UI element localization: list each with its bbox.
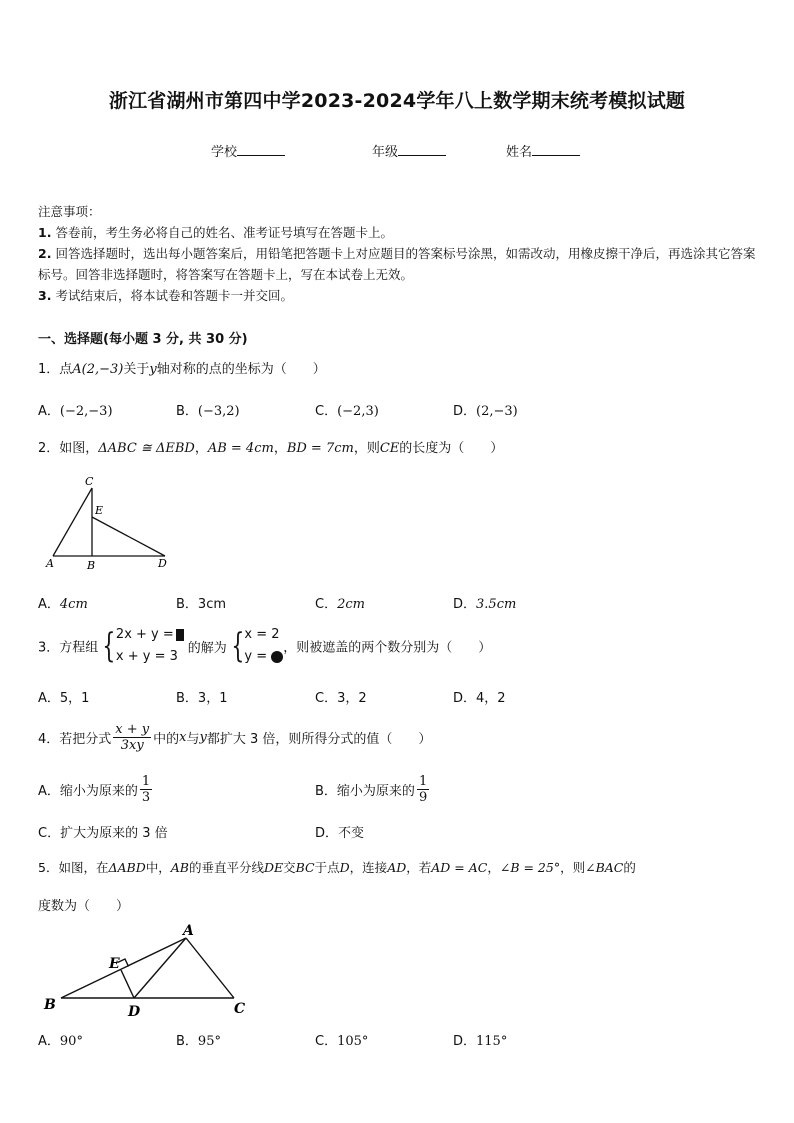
notes-heading: 注意事项： xyxy=(38,204,101,219)
q5-option-a[interactable] xyxy=(38,1030,83,1049)
option-text: 缩小为原来的 xyxy=(336,784,415,799)
label-b: B xyxy=(44,997,56,1013)
q2-text-mid: ，则 xyxy=(353,441,380,456)
q5-triangle: ΔABD xyxy=(108,860,146,875)
q4-text-end: 都扩大 3 倍，则所得分式的值（ ） xyxy=(206,732,432,747)
segment-ac xyxy=(53,488,92,556)
option-value: 2cm xyxy=(337,597,365,612)
section-heading: 一、选择题(每小题 3 分, 共 30 分) xyxy=(38,332,248,347)
q1-axis: y xyxy=(149,362,157,377)
fraction-denominator: 9 xyxy=(418,790,428,805)
option-label: A． xyxy=(38,404,60,419)
option-fraction xyxy=(140,774,152,805)
q5-ad: AD xyxy=(387,860,407,875)
left-brace: { xyxy=(102,626,116,666)
note-number: 1. xyxy=(38,225,52,240)
note-text: 回答选择题时，选出每小题答案后，用铅笔把答题卡上对应题目的答案标号涂黑，如需改动，用橡皮擦干净后，再选涂其它答案标号。回答非选择题时，将答案写在答题卡上，写在本试卷上无效。 xyxy=(38,246,756,282)
q5-de: DE xyxy=(263,860,284,875)
q3-sol1: x = 2 xyxy=(244,627,280,642)
option-value: 3.5cm xyxy=(476,597,517,612)
option-label: A． xyxy=(38,597,60,612)
option-label: A． xyxy=(38,1034,60,1049)
fraction-denominator: 3xy xyxy=(120,738,144,753)
label-a: A xyxy=(46,557,54,570)
page-title: 浙江省湖州市第四中学2023-2024学年八上数学期末统考模拟试题 xyxy=(108,90,686,112)
question-5 xyxy=(38,858,636,876)
option-value: 95° xyxy=(197,1034,221,1049)
q1-text-end: 轴对称的点的坐标为（ ） xyxy=(156,362,326,377)
option-value: (2,−3) xyxy=(476,404,518,419)
option-value: 90° xyxy=(59,1034,83,1049)
q3-option-a[interactable] xyxy=(38,687,89,706)
q5-d: D xyxy=(339,860,350,875)
label-b: B xyxy=(87,559,96,572)
q3-text-end: ，则被遮盖的两个数分别为（ ） xyxy=(283,640,492,656)
q1-point: A(2,−3) xyxy=(72,362,124,377)
school-field xyxy=(211,141,285,160)
q5-text: ，连接 xyxy=(349,860,388,875)
option-label: A． xyxy=(38,691,60,706)
label-c: C xyxy=(234,1001,246,1017)
q5-text: 交 xyxy=(283,860,296,875)
q3-sol2-text: y = xyxy=(244,649,268,664)
option-value: (−2,−3) xyxy=(59,404,113,419)
q5-ad-ac: AD = AC xyxy=(431,860,488,875)
q5-angle-b: ∠B = 25° xyxy=(499,860,561,875)
q1-option-b[interactable] xyxy=(176,400,240,419)
q4-num: 4．若把分式 xyxy=(38,732,112,747)
option-label: C． xyxy=(315,1034,338,1049)
q4-fraction xyxy=(113,722,151,753)
segment-ad xyxy=(134,938,186,998)
option-label: D． xyxy=(453,691,477,706)
segment-ba xyxy=(61,938,186,998)
q5-option-b[interactable] xyxy=(176,1030,221,1049)
grade-field xyxy=(372,141,446,160)
q3-option-c[interactable] xyxy=(315,687,367,706)
label-e: E xyxy=(109,956,120,972)
fraction-denominator: 3 xyxy=(141,790,151,805)
label-e: E xyxy=(95,504,104,517)
fraction-numerator: x + y xyxy=(115,722,150,737)
q4-option-d[interactable] xyxy=(315,822,364,841)
q3-equation-system xyxy=(116,624,184,668)
q2-option-b[interactable] xyxy=(176,593,226,612)
q3-option-b[interactable] xyxy=(176,687,227,706)
school-blank xyxy=(237,143,285,156)
segment-ac xyxy=(186,938,234,998)
name-label: 姓名 xyxy=(506,145,533,160)
q3-num: 3．方程组 xyxy=(38,640,99,656)
note-number: 2. xyxy=(38,246,52,261)
left-brace: { xyxy=(231,626,245,666)
q1-text-after: 关于 xyxy=(123,362,150,377)
segment-de xyxy=(121,970,134,998)
option-value: (−2,3) xyxy=(337,404,379,419)
option-label: C． xyxy=(315,404,338,419)
note-item xyxy=(38,285,758,306)
segment-ed xyxy=(92,517,165,556)
q3-solution-system xyxy=(244,624,283,668)
option-label: D． xyxy=(453,1034,477,1049)
school-label: 学校 xyxy=(211,145,238,160)
option-label: C． xyxy=(315,691,338,706)
label-d: D xyxy=(158,557,167,570)
option-label: C． xyxy=(315,597,338,612)
q3-eq1-text: 2x + y = xyxy=(115,627,174,642)
grade-label: 年级 xyxy=(372,145,399,160)
note-text: 答卷前，考生务必将自己的姓名、准考证号填写在答题卡上。 xyxy=(55,225,393,240)
grade-blank xyxy=(398,143,446,156)
q1-num: 1．点 xyxy=(38,362,73,377)
q2-figure xyxy=(40,472,180,574)
q2-ce: CE xyxy=(379,441,400,456)
option-text: 不变 xyxy=(338,826,365,841)
q3-sol2 xyxy=(244,646,283,668)
q2-ab: AB = 4cm xyxy=(207,441,274,456)
q5-text: ，若 xyxy=(406,860,432,875)
q3-covered-dot xyxy=(271,651,283,663)
q2-sep: ， xyxy=(194,441,208,456)
option-text: 扩大为原来的 3 倍 xyxy=(60,826,168,841)
option-text: 缩小为原来的 xyxy=(59,784,138,799)
question-1 xyxy=(38,358,326,377)
question-3 xyxy=(38,624,491,668)
q5-text: 的 xyxy=(623,860,636,875)
label-a: A xyxy=(183,923,194,939)
option-label: B． xyxy=(315,784,337,799)
q4-option-b[interactable] xyxy=(315,774,431,805)
q5-bc: BC xyxy=(295,860,315,875)
q5-figure xyxy=(36,920,256,1020)
option-value: 5，1 xyxy=(59,691,90,706)
question-4 xyxy=(38,722,431,753)
option-value: 3cm xyxy=(197,597,227,612)
q5-option-c[interactable] xyxy=(315,1030,368,1049)
note-item xyxy=(38,243,758,285)
option-label: D． xyxy=(453,404,477,419)
q2-text-end: 的长度为（ ） xyxy=(399,441,504,456)
option-value: 115° xyxy=(476,1034,508,1049)
q4-text-mid: 中的 xyxy=(153,732,180,747)
option-value: 4，2 xyxy=(476,691,506,706)
q5-text: ， xyxy=(487,860,500,875)
q3-text-mid: 的解为 xyxy=(187,640,227,656)
q2-option-c[interactable] xyxy=(315,593,365,612)
q3-option-d[interactable] xyxy=(453,687,506,706)
name-field xyxy=(506,141,580,160)
q2-option-a[interactable] xyxy=(38,593,88,612)
q2-sep: ， xyxy=(273,441,287,456)
q4-option-a[interactable] xyxy=(38,774,154,805)
q5-text: 的垂直平分线 xyxy=(188,860,264,875)
option-value: (−3,2) xyxy=(197,404,240,419)
label-c: C xyxy=(85,475,94,488)
note-text: 考试结束后，将本试卷和答题卡一并交回。 xyxy=(55,288,293,303)
q5-ab: AB xyxy=(170,860,189,875)
q2-option-d[interactable] xyxy=(453,593,516,612)
option-label: A． xyxy=(38,784,60,799)
note-number: 3. xyxy=(38,288,52,303)
option-value: 4cm xyxy=(59,597,88,612)
option-label: B． xyxy=(176,597,198,612)
q3-eq1 xyxy=(116,624,184,646)
option-label: C． xyxy=(38,826,61,841)
q5-text: ，则 xyxy=(560,860,586,875)
q2-bd: BD = 7cm xyxy=(286,441,354,456)
q5-option-d[interactable] xyxy=(453,1030,507,1049)
option-value: 3，2 xyxy=(337,691,367,706)
q3-covered-number xyxy=(176,629,184,641)
option-label: B． xyxy=(176,691,198,706)
q4-option-c[interactable] xyxy=(38,822,168,841)
note-item xyxy=(38,222,758,243)
q5-line2: 度数为（ ） xyxy=(38,899,130,914)
fraction-numerator: 1 xyxy=(418,774,428,789)
q4-y: y xyxy=(199,730,207,745)
option-label: B． xyxy=(176,404,198,419)
option-label: D． xyxy=(315,826,339,841)
name-blank xyxy=(532,143,580,156)
q5-text: 5．如图，在 xyxy=(38,860,109,875)
q2-num: 2．如图， xyxy=(38,441,99,456)
option-fraction xyxy=(417,774,429,805)
q3-eq2: x + y = 3 xyxy=(115,649,178,664)
question-2 xyxy=(38,437,503,456)
q4-text-mid: 与 xyxy=(186,732,200,747)
label-d: D xyxy=(128,1004,141,1020)
q5-angle-bac: ∠BAC xyxy=(585,860,624,875)
q1-option-d[interactable] xyxy=(453,400,518,419)
notes-section xyxy=(38,201,758,306)
q5-text: 于点 xyxy=(314,860,340,875)
q5-text: 中， xyxy=(145,860,171,875)
option-value: 105° xyxy=(337,1034,369,1049)
option-value: 3，1 xyxy=(197,691,228,706)
option-label: D． xyxy=(453,597,477,612)
fraction-numerator: 1 xyxy=(141,774,151,789)
q1-option-a[interactable] xyxy=(38,400,113,419)
q1-option-c[interactable] xyxy=(315,400,379,419)
option-label: B． xyxy=(176,1034,198,1049)
q4-x: x xyxy=(179,730,187,745)
q2-cong: ΔABC ≅ ΔEBD xyxy=(98,441,195,456)
